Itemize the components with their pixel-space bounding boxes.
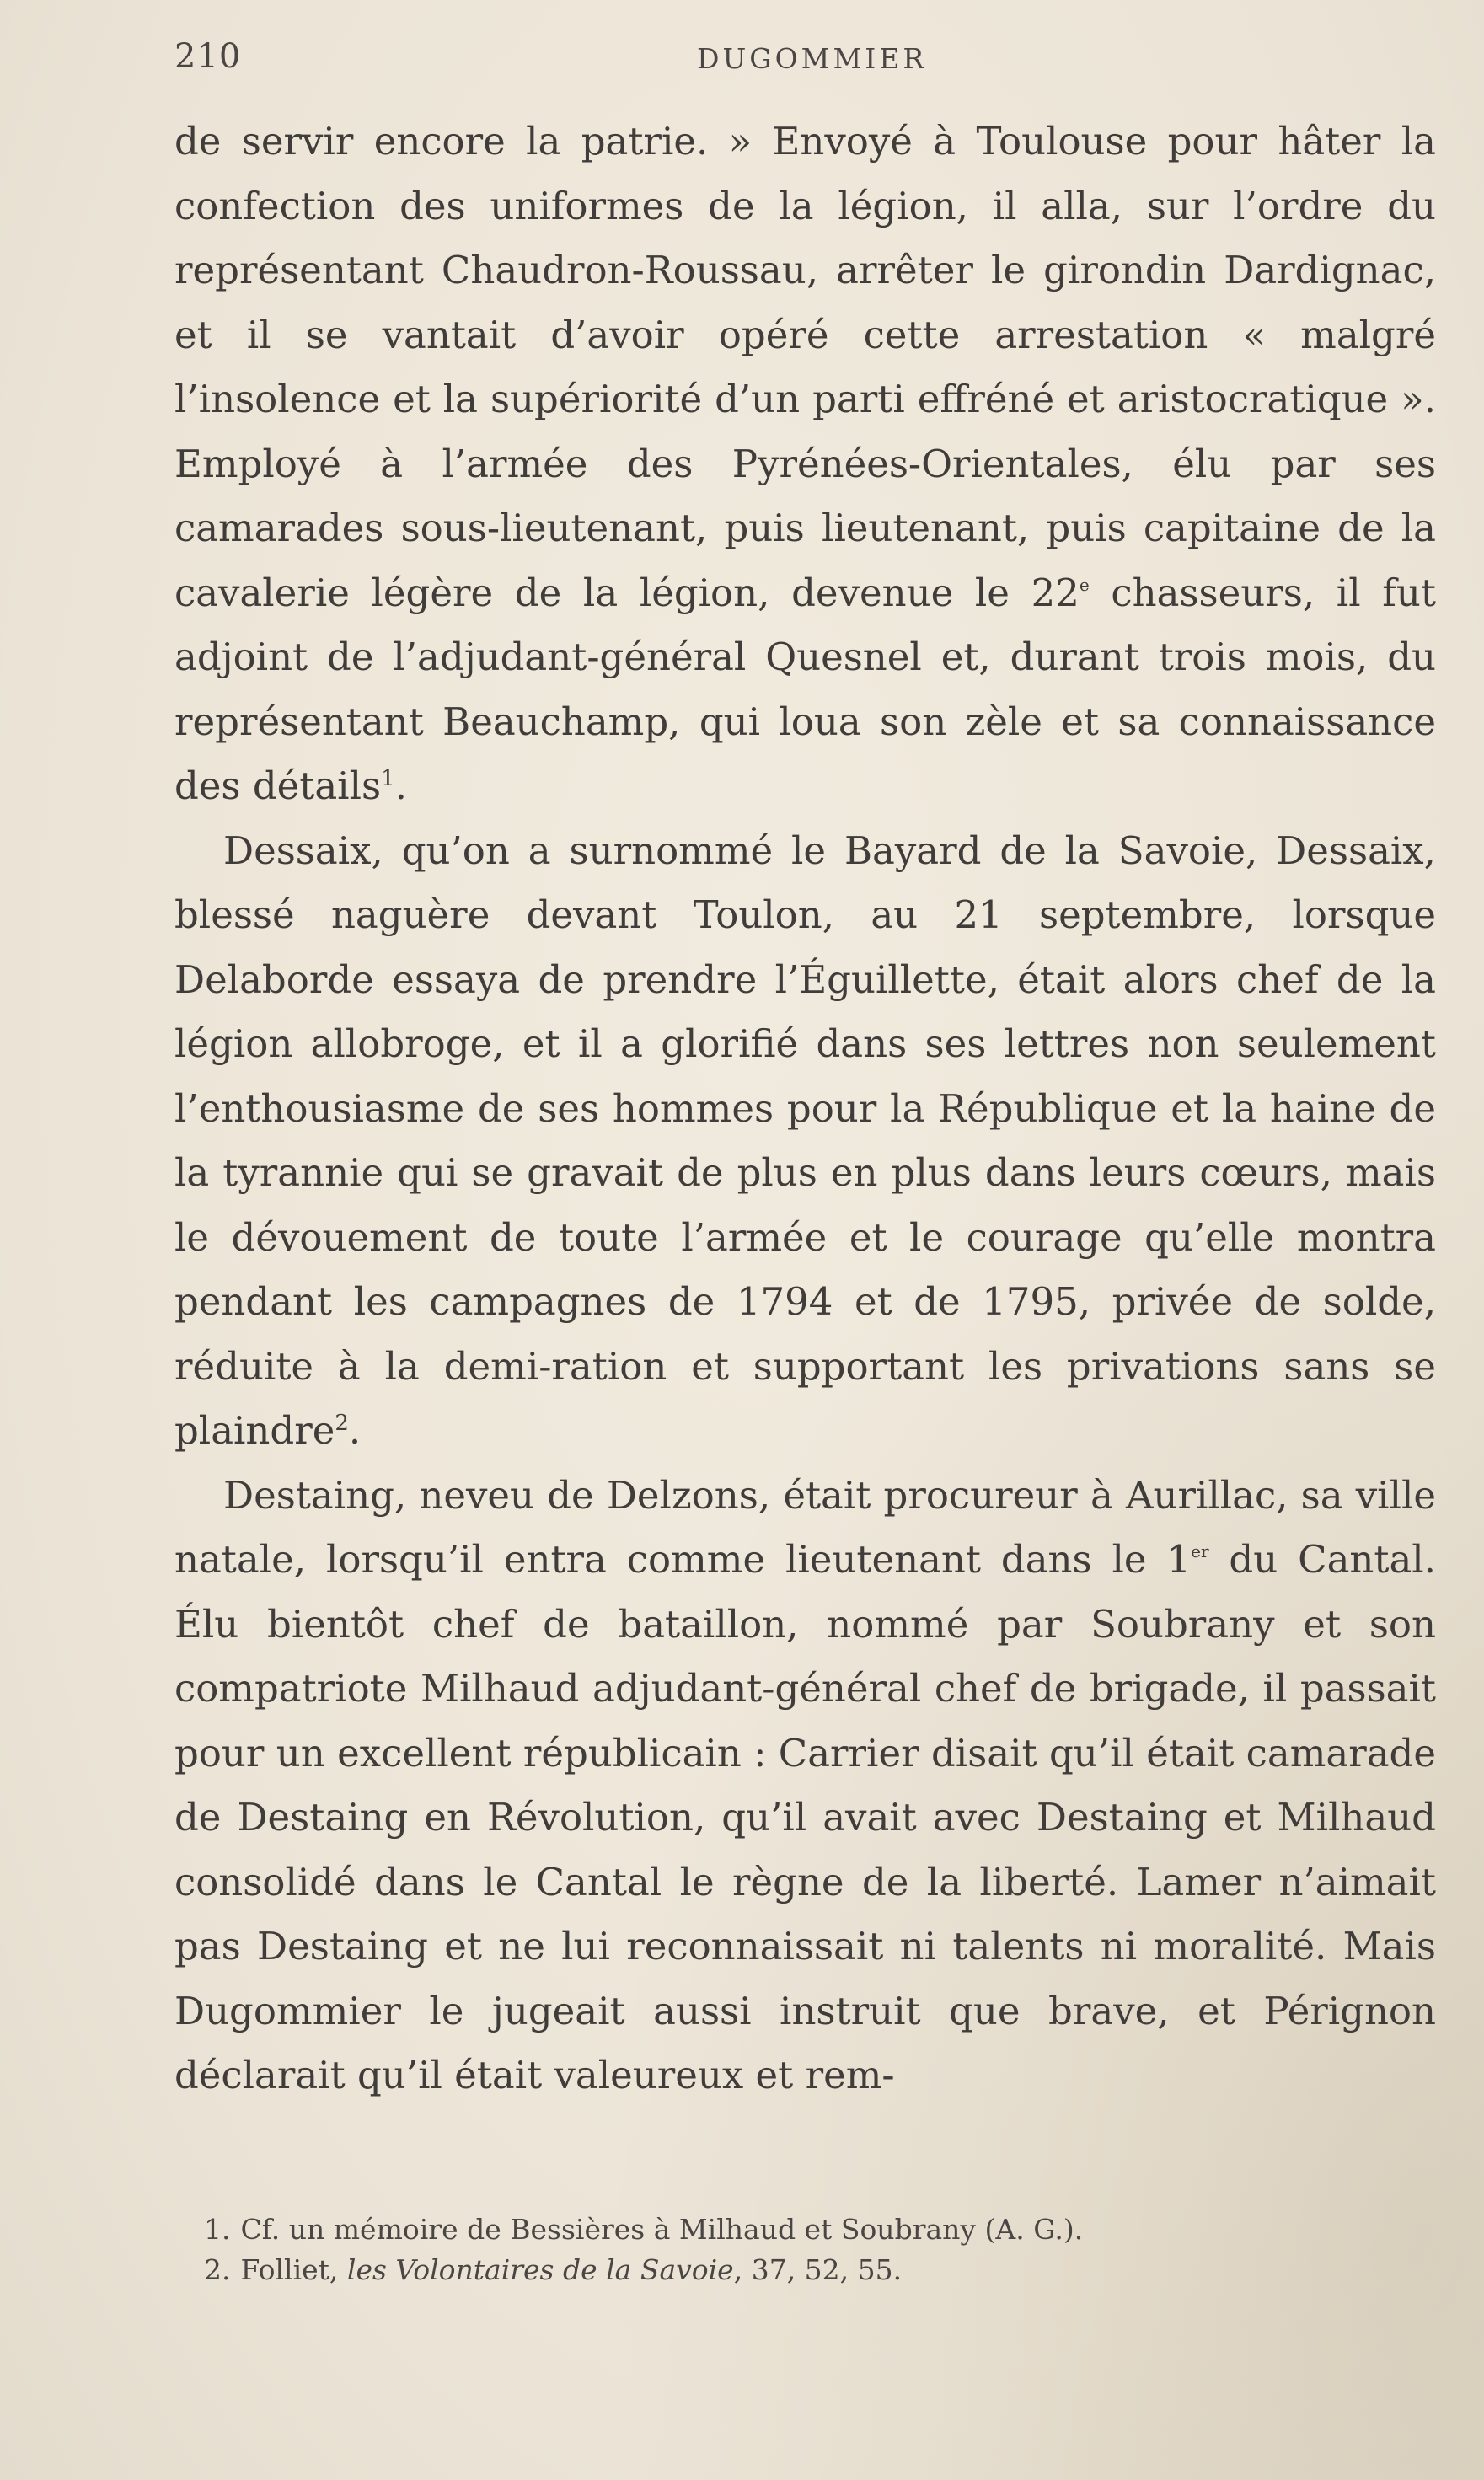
paragraph-2-end: .	[348, 1408, 362, 1453]
ordinal-suffix-er: er	[1191, 1541, 1209, 1561]
ordinal-suffix: e	[1079, 574, 1090, 595]
footnote-ref-2[interactable]: 2	[335, 1411, 349, 1436]
footnote-text: Folliet,	[240, 2253, 347, 2286]
footnote-book-title: les Volontaires de la Savoie	[346, 2253, 734, 2286]
paragraph-2-text: Dessaix, qu’on a surnommé le Bayard de la Savoie, Dessaix, blessé naguère devant Toulon, au 21 septembre, lorsque Delaborde essaya de prendre l’Éguillette, était alors chef de la légion allobroge, et il a glorifié dans ses lettres non seulement l’enthousiasme de ses hommes pour la République et la haine de la tyrannie qui se gravait de plus en plus dans leurs cœurs, mais le dévouement de toute l’armée et le courage qu’elle montra pendant les campagnes de 1794 et de 1795, privée de solde, réduite à la demi-ration et supportant les privations sans se plaindre	[174, 828, 1436, 1453]
page-number: 210	[174, 37, 242, 76]
running-title: DUGOMMIER	[697, 42, 928, 75]
paragraph-2	[174, 819, 1436, 1464]
footnote-number: 1.	[204, 2213, 231, 2246]
footnote-text: Cf. un mémoire de Bessières à Milhaud et Soubrany (A. G.).	[240, 2213, 1084, 2246]
page-header	[174, 37, 1422, 79]
footnote-2	[204, 2250, 1417, 2290]
paragraph-1-text-b: chasseurs, il fut adjoint de l’adjudant-général Quesnel et, durant trois mois, du représentant Beauchamp, qui loua son zèle et sa connaissance des détails	[174, 570, 1437, 808]
paragraph-1-end: .	[394, 763, 407, 808]
ordinal-number: 22	[1031, 570, 1080, 615]
footnote-ref-1[interactable]: 1	[381, 766, 395, 791]
body-text	[174, 110, 1436, 2108]
paragraph-3	[174, 1464, 1436, 2108]
footnote-pages: , 37, 52, 55.	[733, 2253, 903, 2286]
paragraph-1-text-a: de servir encore la patrie. » Envoyé à Toulouse pour hâter la confection des uniformes de la légion, il alla, sur l’ordre du représentant Chaudron-Roussau, arrêter le girondin Dardignac, et il se vantait d’avoir opéré cette arrestation « malgré l’insolence et la supériorité d’un parti effréné et aristocratique ». Employé à l’armée des Pyrénées-Orientales, élu par ses camarades sous-lieutenant, puis lieutenant, puis capitaine de la cavalerie légère de la légion, devenue le	[174, 119, 1436, 615]
footnotes	[204, 2210, 1417, 2290]
paragraph-3-text-b: du Cantal. Élu bientôt chef de bataillon, nommé par Soubrany et son compatriote Milhaud adjudant-général chef de brigade, il passait pour un excellent républicain : Carrier disait qu’il était camarade de Destaing en Révolution, qu’il avait avec Destaing et Milhaud consolidé dans le Cantal le règne de la liberté. Lamer n’aimait pas Destaing et ne lui reconnaissait ni talents ni moralité. Mais Dugommier le jugeait aussi instruit que brave, et Pérignon déclarait qu’il était valeureux et rem-	[174, 1537, 1436, 2097]
paragraph-1	[174, 110, 1436, 819]
paragraph-3-text-a: Destaing, neveu de Delzons, était procureur à Aurillac, sa ville natale, lorsqu’il entra comme lieutenant dans le 1	[174, 1472, 1436, 1582]
footnote-1	[204, 2210, 1417, 2250]
footnote-number: 2.	[204, 2253, 231, 2286]
